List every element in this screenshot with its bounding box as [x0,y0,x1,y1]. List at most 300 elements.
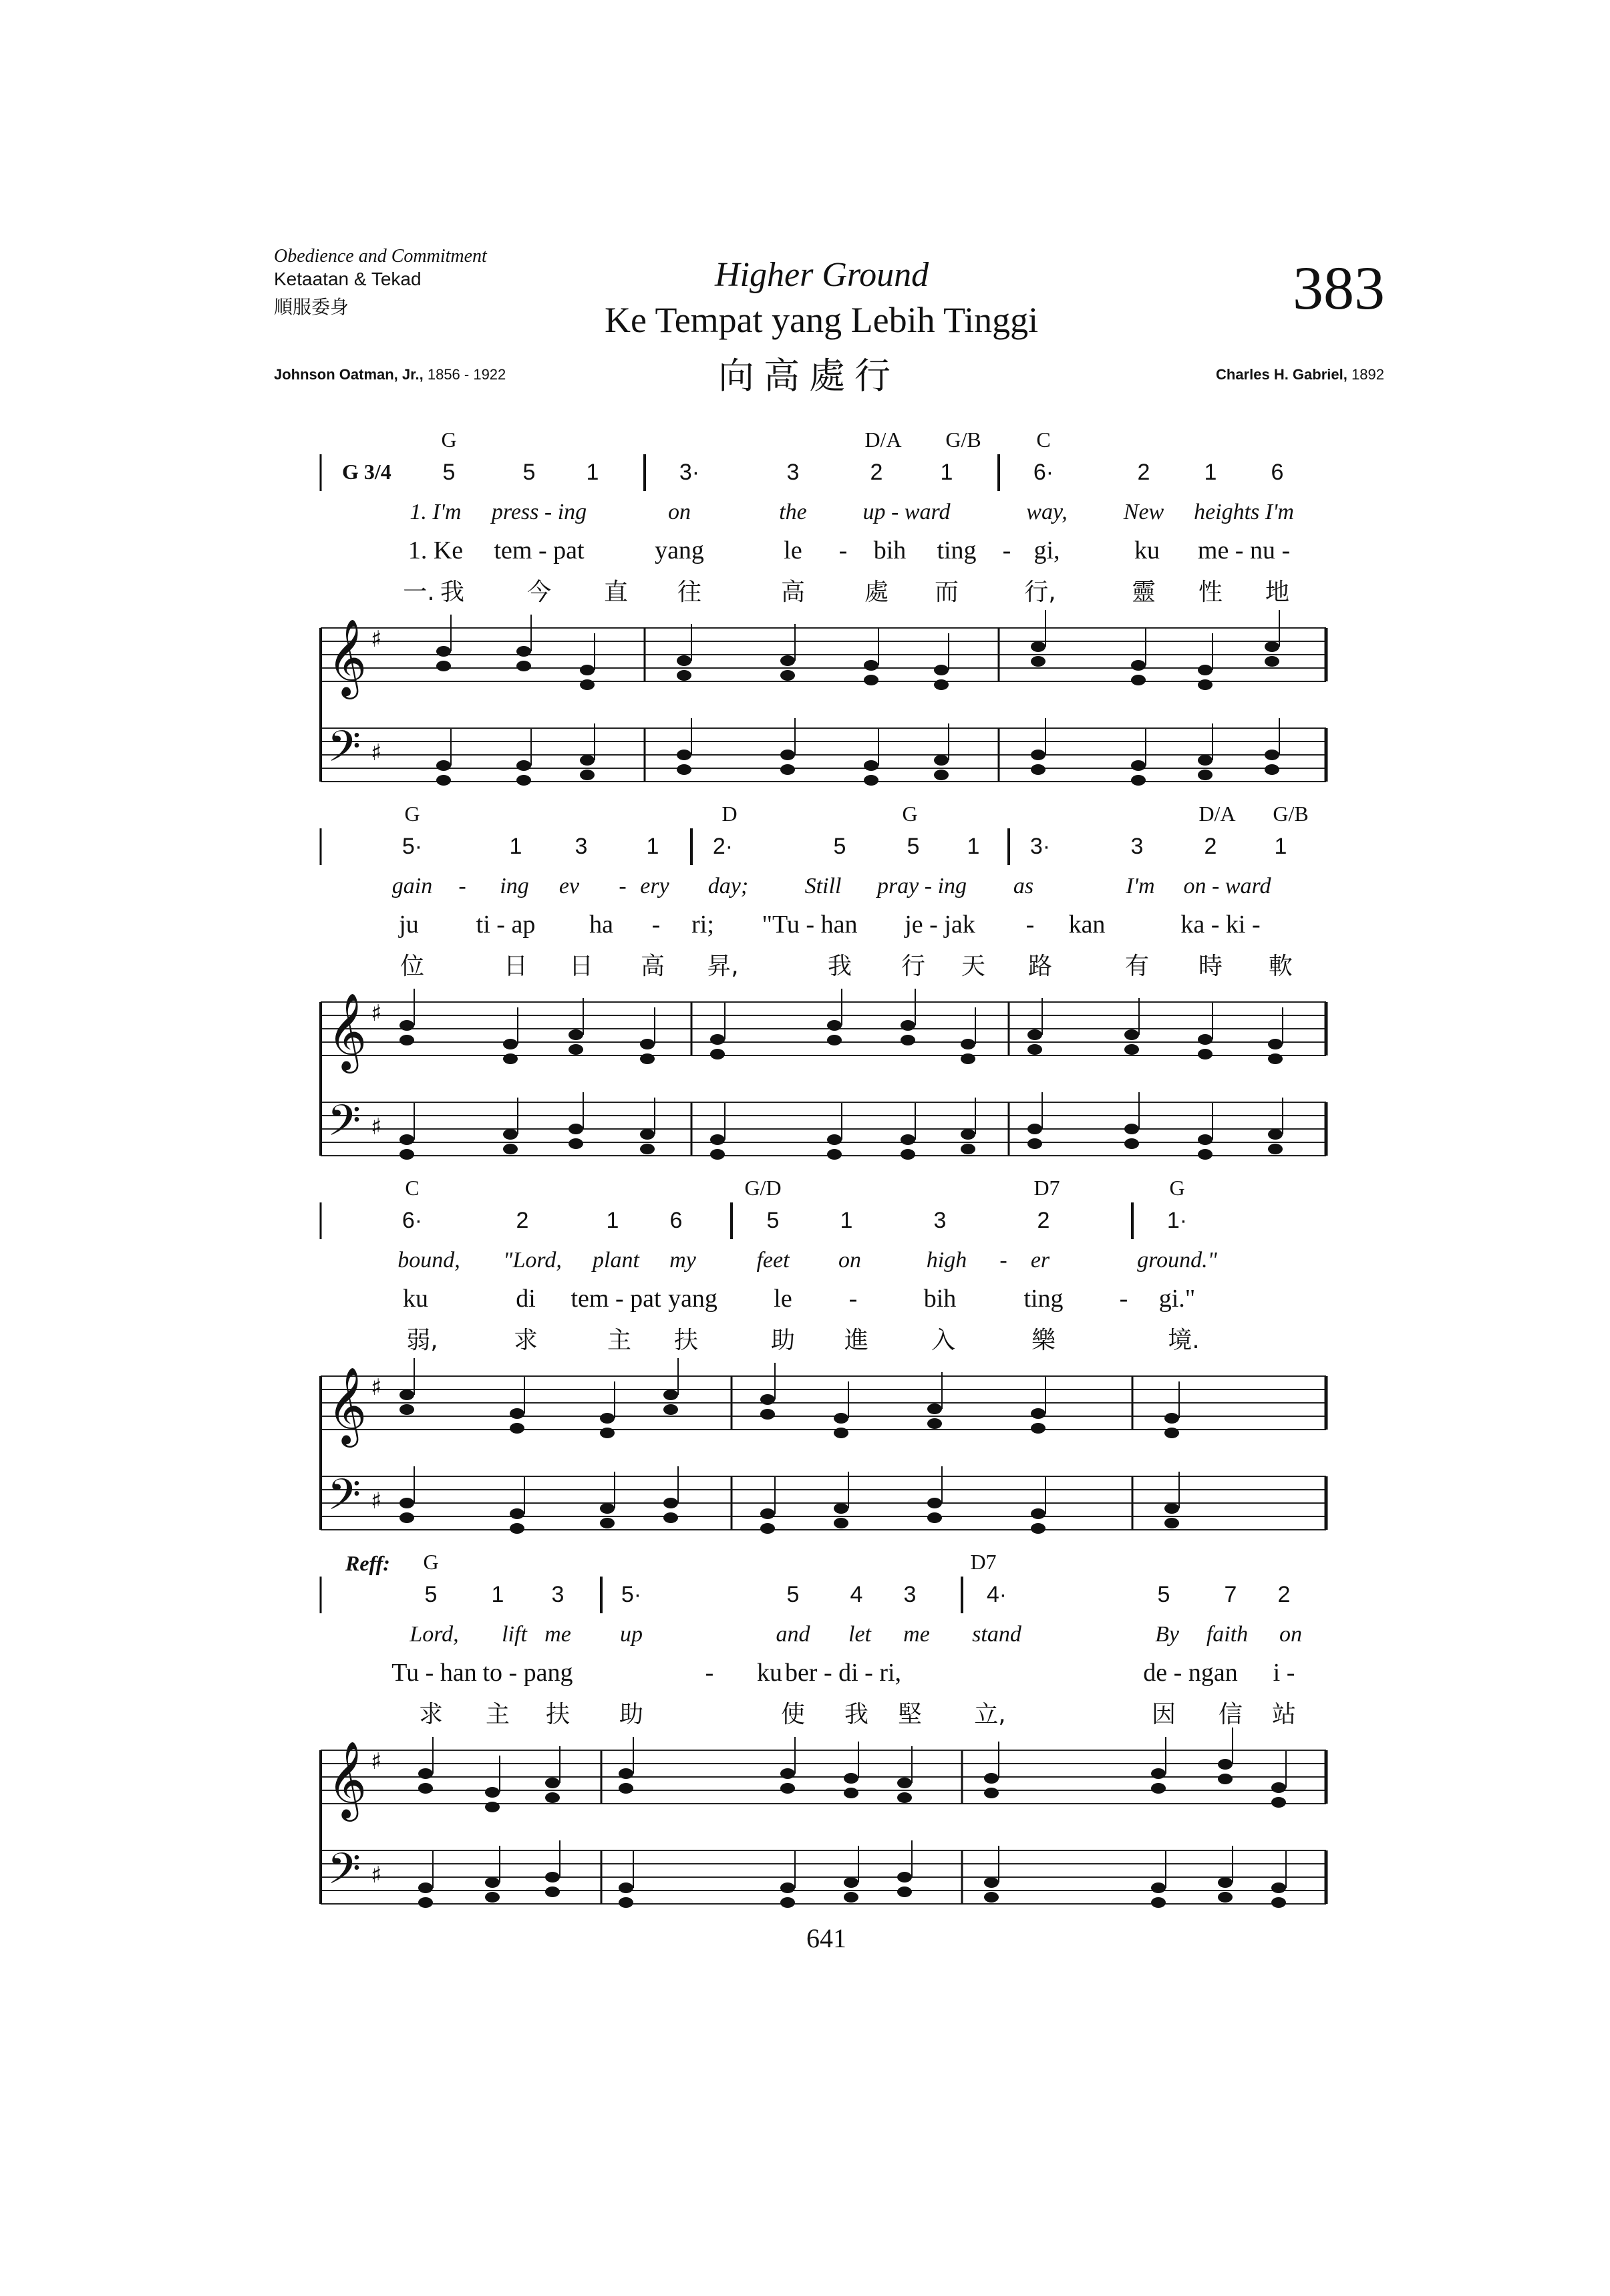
lyric-english: Still [804,874,842,898]
treble-notehead [1265,656,1279,667]
lyric-chinese: 站 [1271,1701,1297,1728]
bass-notehead [545,1887,560,1897]
treble-notehead [510,1408,524,1419]
bass-notehead [619,1882,633,1893]
lyric-english: me [903,1622,930,1647]
bass-notehead [399,1149,414,1160]
bass-notehead [436,760,451,771]
bass-clef-icon: 𝄢 [327,1096,361,1156]
category-english: Obedience and Commitment [274,246,487,267]
bass-notehead [760,1523,775,1534]
bass-notehead [580,770,595,780]
treble-notehead [780,655,795,666]
treble-notehead [1198,1049,1213,1059]
treble-notehead [418,1783,433,1794]
bass-notehead [780,1882,795,1893]
notation-digit: 1 [1274,834,1287,859]
notation-digit: 2 [1204,834,1217,859]
treble-notehead [1031,656,1045,667]
lyric-indonesian: ku [1134,536,1160,564]
notation-digit: 5 [1157,1582,1170,1607]
lyric-chinese: 扶 [545,1701,571,1728]
bass-notehead [1268,1129,1283,1140]
notation-digit: 3 [786,460,800,485]
treble-notehead [569,1044,583,1055]
title-indonesian: Ke Tempat yang Lebih Tinggi [605,300,1039,340]
lyric-indonesian: - [838,536,848,564]
treble-notehead [710,1049,725,1059]
lyric-chinese: 位 [399,953,425,980]
bass-notehead [1198,755,1213,766]
key-sharp-icon: ♯ [371,626,382,653]
treble-notehead [485,1802,500,1812]
notation-digit: 5· [621,1582,642,1607]
treble-notehead [1131,675,1146,685]
lyric-chinese: 時 [1198,953,1223,980]
treble-notehead [844,1788,858,1798]
notation-digit: 5 [833,834,846,859]
lyric-indonesian: - [1025,911,1035,939]
notation-digit: 1 [646,834,659,859]
lyric-indonesian: ting [937,536,977,564]
lyric-indonesian: i - [1273,1659,1295,1687]
bass-notehead [864,775,878,786]
lyric-english: - [619,874,627,898]
bass-notehead [619,1897,633,1908]
notation-digit: 5· [401,834,423,859]
bass-notehead [1164,1503,1179,1514]
bass-notehead [927,1512,942,1523]
lyric-chinese: 而 [934,579,959,606]
treble-notehead [1151,1783,1166,1794]
notation-digit: 4· [986,1582,1007,1607]
treble-notehead [1031,1423,1045,1434]
treble-notehead [510,1423,524,1434]
lyric-chinese: 主 [485,1701,510,1728]
notation-digit: 1 [840,1208,853,1233]
author-years: 1856 - 1922 [427,366,506,383]
lyric-english: ev [558,874,580,898]
notation-digit: 4 [850,1582,863,1607]
lyric-english: on [1279,1622,1302,1647]
bass-notehead [600,1503,615,1514]
treble-notehead [580,665,595,675]
lyric-indonesian: to - pang [482,1659,573,1687]
key-sharp-icon: ♯ [371,1114,382,1140]
treble-notehead [545,1778,560,1788]
treble-notehead [780,1783,795,1794]
notation-digit: 3· [1029,834,1051,859]
chord-symbol: G [423,1550,439,1574]
chord-symbol: G [404,802,420,826]
bass-notehead [600,1518,615,1528]
treble-notehead [1131,660,1146,671]
notation-digit: 6· [401,1208,423,1233]
treble-notehead [1027,1044,1042,1055]
bass-notehead [827,1134,842,1145]
bass-notehead [663,1498,678,1508]
lyric-english: "Lord, [503,1248,562,1273]
treble-notehead [897,1792,912,1803]
notation-digit: 6 [669,1208,683,1233]
lyric-english: feet [756,1248,790,1273]
notation-digit: 1 [967,834,980,859]
lyric-english: let [848,1622,871,1647]
lyric-indonesian: "Tu - han [762,911,858,939]
lyric-indonesian: - [651,911,661,939]
bass-notehead [710,1149,725,1160]
lyric-english: up - ward [862,500,951,524]
lyric-chinese: 日 [569,953,594,980]
lyric-english: faith [1206,1622,1249,1647]
bass-notehead [503,1129,518,1140]
bass-notehead [1031,764,1045,775]
lyric-chinese: 求 [418,1701,444,1728]
bass-notehead [1198,770,1213,780]
treble-notehead [1124,1029,1139,1040]
bass-notehead [399,1512,414,1523]
treble-clef-icon: 𝄞 [327,992,367,1070]
chord-symbol: C [405,1176,420,1200]
lyric-english: By [1155,1622,1179,1647]
bass-notehead [864,760,878,771]
chord-symbol: G [441,428,457,452]
lyric-english: Lord, [410,1622,459,1647]
lyric-chinese: 我 [440,579,465,606]
lyric-indonesian: - [848,1285,858,1313]
bass-notehead [780,1897,795,1908]
treble-notehead [399,1035,414,1045]
bass-notehead [436,775,451,786]
treble-notehead [827,1020,842,1031]
notation-digit: 3 [575,834,588,859]
treble-notehead [516,661,531,671]
treble-notehead [503,1053,518,1064]
lyric-indonesian: di [516,1285,536,1313]
treble-notehead [780,1768,795,1779]
treble-notehead [418,1768,433,1779]
chord-symbol: C [1036,428,1051,452]
lyric-chinese: 高 [780,579,806,606]
hymn-number: 383 [1293,254,1385,322]
bass-notehead [1124,1124,1139,1134]
treble-notehead [961,1053,975,1064]
key-sharp-icon: ♯ [371,1748,382,1775]
notation-digit: 5 [766,1208,780,1233]
lyric-english: up [620,1622,643,1647]
category-chinese: 順服委身 [274,296,349,318]
lyric-indonesian: ka - ki - [1180,911,1261,939]
treble-notehead [1151,1768,1166,1779]
treble-notehead [1124,1044,1139,1055]
treble-notehead [710,1034,725,1045]
treble-notehead [934,679,949,690]
lyric-chinese: 境. [1168,1327,1200,1354]
treble-clef-icon: 𝄞 [327,618,367,696]
treble-notehead [1031,1408,1045,1419]
bass-notehead [961,1144,975,1154]
bass-notehead [1265,764,1279,775]
lyric-english: day; [707,874,749,898]
key-sharp-icon: ♯ [371,740,382,766]
bass-notehead [1218,1892,1233,1903]
lyric-chinese: 我 [827,953,852,980]
bass-notehead [399,1498,414,1508]
lyric-english: pray - ing [876,874,967,898]
bass-notehead [1198,1149,1213,1160]
bass-notehead [1124,1138,1139,1149]
lyric-english: er [1030,1248,1050,1273]
bass-notehead [1268,1144,1283,1154]
bass-notehead [1151,1897,1166,1908]
bass-notehead [934,755,949,766]
bass-notehead [1265,750,1279,760]
lyric-chinese: 地 [1265,579,1290,606]
lyric-chinese: 直 [603,579,629,606]
lyric-english: gain [391,874,433,898]
treble-notehead [984,1773,999,1784]
notation-digit: 1 [1204,460,1217,485]
chord-symbol: D/A [864,428,902,452]
lyric-chinese: 高 [640,953,665,980]
treble-notehead [934,665,949,675]
lyric-english: the [779,500,807,524]
treble-notehead [927,1404,942,1414]
lyric-english: ground." [1137,1248,1217,1273]
notation-digit: 1 [940,460,953,485]
lyric-english: I'm [1126,874,1155,898]
treble-notehead [677,670,691,681]
treble-notehead [1198,679,1213,690]
notation-digit: 3· [679,460,700,485]
lyric-chinese: 我 [844,1701,869,1728]
refrain-label: Reff: [345,1551,390,1575]
chord-symbol: D7 [1033,1176,1060,1200]
lyric-indonesian: ber - di - ri, [784,1659,902,1687]
bass-notehead [418,1897,433,1908]
treble-notehead [677,655,691,666]
treble-notehead [436,646,451,657]
notation-digit: 2· [712,834,734,859]
bass-notehead [844,1877,858,1888]
lyric-indonesian: kan [1068,911,1106,939]
lyric-indonesian: - [1119,1285,1128,1313]
notation-digit: 1 [606,1208,619,1233]
lyric-chinese: 一. [403,579,435,606]
bass-notehead [901,1149,915,1160]
bass-notehead [897,1872,912,1882]
lyric-chinese: 處 [864,579,889,606]
lyric-english: my [669,1248,696,1273]
bass-notehead [569,1138,583,1149]
treble-notehead [399,1020,414,1031]
key-sharp-icon: ♯ [371,1000,382,1027]
lyric-english: 1. I'm [410,500,462,524]
lyric-english: stand [972,1622,1021,1647]
treble-notehead [760,1409,775,1420]
bass-notehead [418,1882,433,1893]
treble-notehead [844,1773,858,1784]
notation-digit: 2 [1137,460,1150,485]
chord-symbol: D/A [1198,802,1236,826]
key-sharp-icon: ♯ [371,1862,382,1889]
notation-digit: 1· [1166,1208,1188,1233]
treble-notehead [1218,1759,1233,1770]
bass-notehead [934,770,949,780]
lyric-chinese: 天 [961,953,986,980]
bass-notehead [1031,1508,1045,1519]
lyric-chinese: 堅 [897,1701,923,1728]
treble-notehead [399,1404,414,1415]
lyric-chinese: 扶 [673,1327,699,1354]
lyric-indonesian: ri; [691,911,714,939]
lyric-indonesian: ha [589,911,613,939]
lyric-chinese: 求 [513,1327,538,1354]
bass-notehead [710,1134,725,1145]
lyric-english: - [999,1248,1007,1273]
treble-notehead [984,1788,999,1798]
lyric-indonesian: - [1002,536,1011,564]
bass-notehead [516,760,531,771]
lyric-english: press - ing [491,500,587,524]
page-number: 641 [806,1923,846,1953]
bass-notehead [640,1129,655,1140]
bass-notehead [1218,1877,1233,1888]
notation-digit: 7 [1224,1582,1237,1607]
notation-digit: 5 [442,460,456,485]
lyric-chinese: 信 [1218,1701,1243,1728]
notation-digit: 3 [551,1582,565,1607]
bass-notehead [503,1144,518,1154]
lyric-indonesian: yang [668,1285,717,1313]
lyric-chinese: 弱, [406,1327,438,1354]
treble-notehead [1027,1029,1042,1040]
lyric-english: on [838,1248,861,1273]
notation-digit: 3 [933,1208,947,1233]
bass-notehead [677,764,691,775]
key-sharp-icon: ♯ [371,1488,382,1514]
lyric-chinese: 使 [780,1701,806,1728]
lyric-english: on - ward [1183,874,1271,898]
bass-notehead [545,1872,560,1882]
notation-digit: 3 [1130,834,1144,859]
treble-notehead [1164,1413,1179,1424]
treble-notehead [901,1020,915,1031]
chord-symbol: D [721,802,738,826]
key-signature: G 3/4 [342,460,391,484]
treble-notehead [901,1035,915,1045]
treble-notehead [1218,1774,1233,1784]
composer-year: 1892 [1351,366,1384,383]
treble-notehead [600,1428,615,1438]
bass-notehead [1131,775,1146,786]
lyric-english: heights I'm [1194,500,1294,524]
chord-symbol: G/B [1273,802,1309,826]
treble-notehead [600,1413,615,1424]
lyric-chinese: 立, [974,1701,1006,1728]
lyric-indonesian: tem - pat [494,536,585,564]
lyric-indonesian: ku [403,1285,428,1313]
treble-notehead [961,1039,975,1049]
lyric-chinese: 助 [619,1701,644,1728]
treble-notehead [663,1404,678,1415]
bass-notehead [1031,750,1045,760]
lyric-indonesian: je - jak [905,911,975,939]
bass-notehead [1031,1523,1045,1534]
chord-symbol: D7 [970,1550,997,1574]
treble-notehead [780,670,795,681]
notation-digit: 1 [491,1582,504,1607]
lyric-chinese: 進 [844,1327,869,1354]
lyric-indonesian: me - nu - [1197,536,1291,564]
treble-notehead [485,1787,500,1798]
notation-digit: 1 [509,834,522,859]
treble-notehead [545,1792,560,1803]
lyric-chinese: 路 [1027,953,1053,980]
bass-notehead [961,1129,975,1140]
notation-digit: 6 [1271,460,1284,485]
notation-digit: 1 [586,460,599,485]
lyric-indonesian: bih [873,536,907,564]
lyric-chinese: 往 [677,579,702,606]
bass-notehead [1027,1138,1042,1149]
bass-notehead [834,1518,848,1528]
lyric-indonesian: de - ngan [1143,1659,1238,1687]
treble-notehead [864,675,878,685]
treble-notehead [1268,1053,1283,1064]
treble-notehead [516,646,531,657]
lyric-indonesian: ti - ap [476,911,536,939]
lyric-english: way, [1026,500,1068,524]
bass-notehead [834,1503,848,1514]
bass-notehead [510,1523,524,1534]
category-indonesian: Ketaatan & Tekad [274,269,422,289]
composer-name: Charles H. Gabriel, [1216,366,1347,383]
treble-clef-icon: 𝄞 [327,1740,367,1818]
lyric-chinese: 助 [770,1327,796,1354]
treble-notehead [1198,665,1213,675]
lyric-chinese: 性 [1198,579,1223,606]
treble-notehead [436,661,451,671]
key-sharp-icon: ♯ [371,1374,382,1401]
treble-notehead [399,1389,414,1400]
bass-notehead [760,1508,775,1519]
treble-notehead [827,1035,842,1045]
treble-notehead [834,1428,848,1438]
lyric-english: bound, [397,1248,460,1273]
lyric-indonesian: gi, [1033,536,1060,564]
notation-digit: 5 [424,1582,438,1607]
treble-notehead [569,1029,583,1040]
chord-symbol: G [902,802,918,826]
bass-notehead [984,1877,999,1888]
treble-notehead [619,1783,633,1794]
lyric-chinese: 有 [1124,953,1150,980]
bass-notehead [901,1134,915,1145]
treble-notehead [1198,1034,1213,1045]
treble-notehead [864,660,878,671]
bass-notehead [844,1892,858,1903]
bass-notehead [1198,1134,1213,1145]
lyric-chinese: 日 [503,953,528,980]
notation-digit: 6· [1033,460,1054,485]
lyric-chinese: 行, [1024,579,1056,606]
bass-notehead [663,1512,678,1523]
treble-notehead [897,1778,912,1788]
title-english: Higher Ground [715,256,929,294]
treble-notehead [1031,641,1045,652]
author-name: Johnson Oatman, Jr., [274,366,424,383]
